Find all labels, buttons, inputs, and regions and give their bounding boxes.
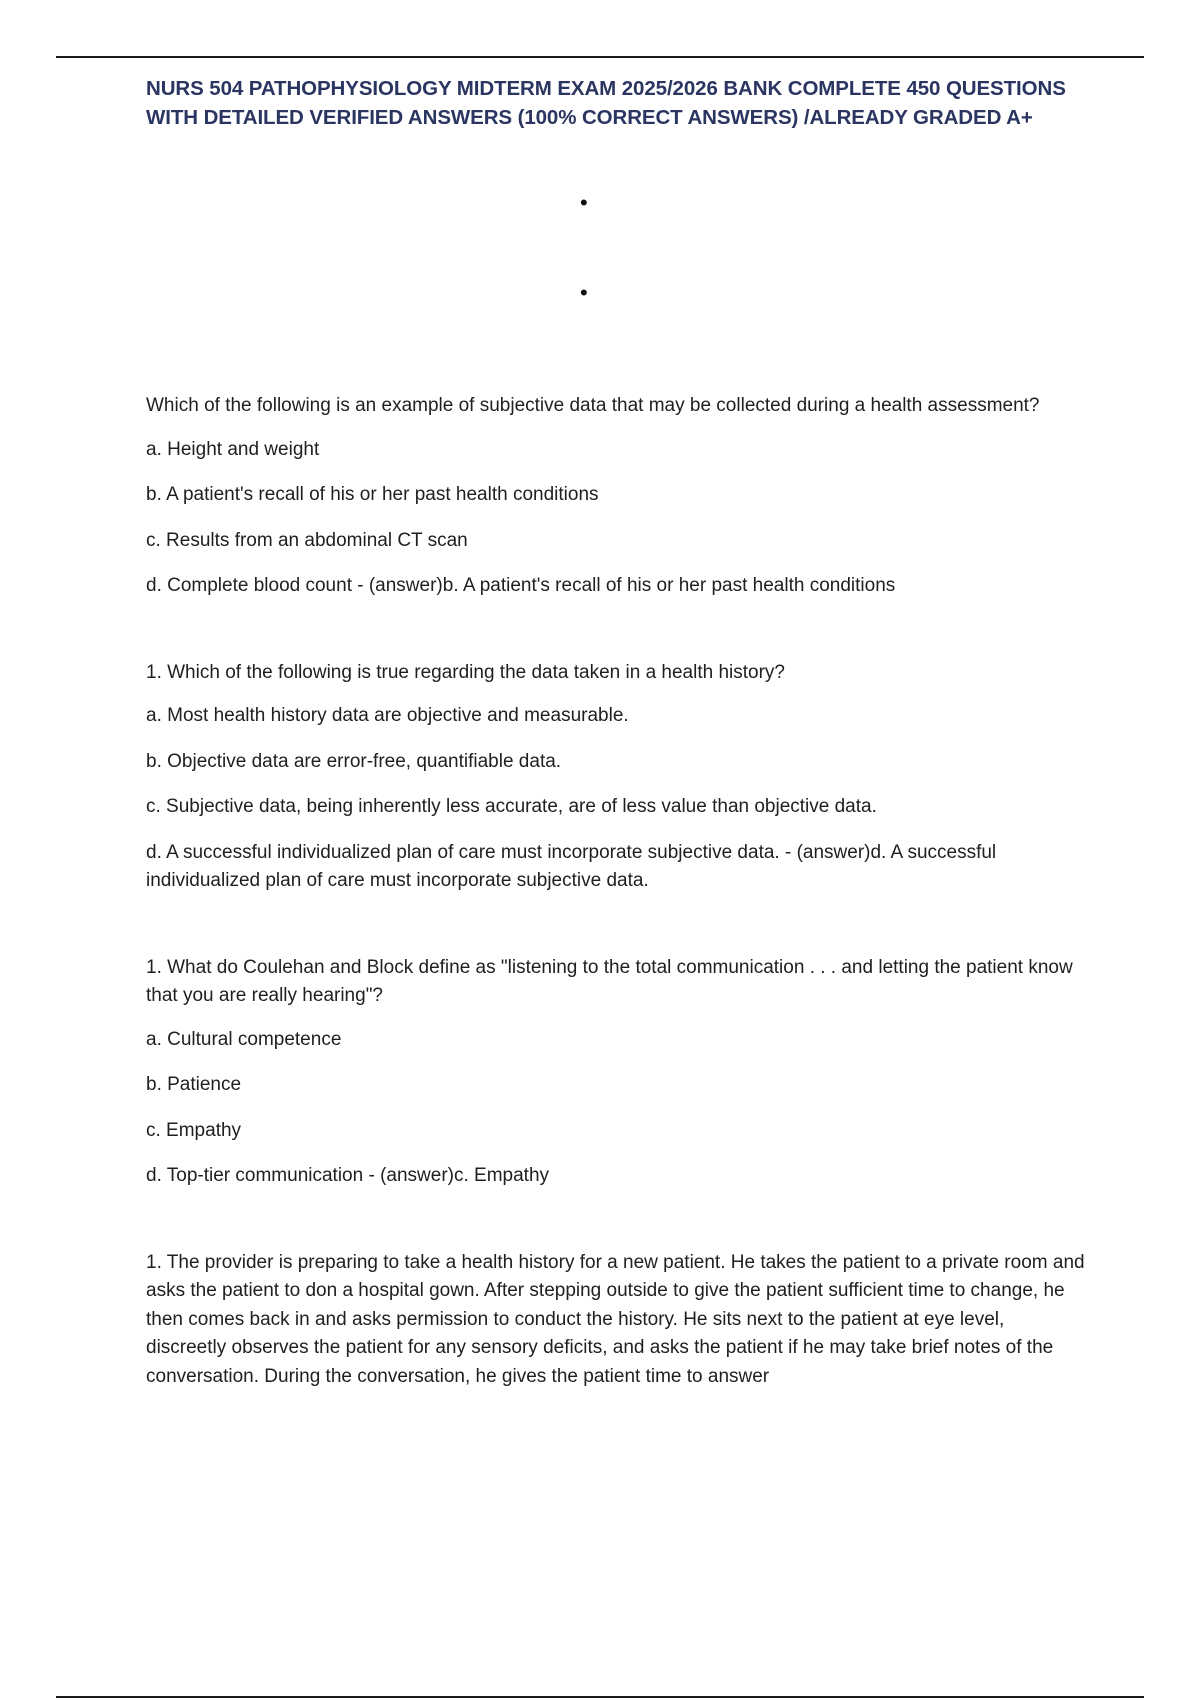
question-block — [146, 392, 1086, 601]
question-list — [146, 392, 1086, 1449]
bullet-marker: • — [580, 190, 588, 215]
answer-option: a. Most health history data are objective and measurable. — [146, 705, 629, 726]
question-block — [146, 659, 1086, 896]
answer-option: c. Empathy — [146, 1119, 242, 1141]
answer-option: c. Subjective data, being inherently less accurate, are of less value than objective data. — [146, 796, 877, 817]
answer-option: b. Objective data are error-free, quantifiable data. — [146, 750, 562, 772]
answer-option: a. Cultural competence — [146, 1028, 342, 1050]
answer-option: d. Complete blood count - (answer)b. A patient's recall of his or her past health conditions — [146, 575, 896, 596]
answer-option: c. Results from an abdominal CT scan — [146, 529, 468, 551]
answer-option: a. Height and weight — [146, 438, 320, 460]
question-text: 1. The provider is preparing to take a health history for a new patient. He takes the patient to a private room and asks the patient to don a hospital gown. After stepping outside to give the patient sufficient time to change, he then comes back in and asks permission to conduct the history. He sits next to the patient at eye level, discreetly observes the patient for any sensory deficits, and asks the patient if he may take brief notes of the conversation. During the conversation, he gives the patient time to answer — [146, 1251, 1085, 1387]
bottom-rule — [56, 1696, 1144, 1698]
question-text: 1. Which of the following is true regarding the data taken in a health history? — [146, 661, 785, 683]
answer-option: d. Top-tier communication - (answer)c. Empathy — [146, 1165, 550, 1186]
question-text: 1. What do Coulehan and Block define as "listening to the total communication . . . and letting the patient know that you are really hearing"? — [146, 956, 1073, 1006]
document-title: NURS 504 PATHOPHYSIOLOGY MIDTERM EXAM 2025/2026 BANK COMPLETE 450 QUESTIONS WITH DETAILED VERIFIED ANSWERS (100% CORRECT ANSWERS) /ALREADY GRADED A+ — [146, 77, 1066, 129]
bullet-marker: • — [580, 280, 588, 305]
answer-option: d. A successful individualized plan of care must incorporate subjective data. - (answer)d. A successful individualized plan of care must incorporate subjective data. — [146, 841, 997, 891]
question-block — [146, 954, 1086, 1191]
question-block — [146, 1249, 1086, 1392]
answer-option: b. Patience — [146, 1074, 242, 1095]
top-rule — [56, 56, 1144, 58]
answer-option: b. A patient's recall of his or her past health conditions — [146, 484, 599, 505]
question-text: Which of the following is an example of subjective data that may be collected during a health assessment? — [146, 395, 1040, 416]
